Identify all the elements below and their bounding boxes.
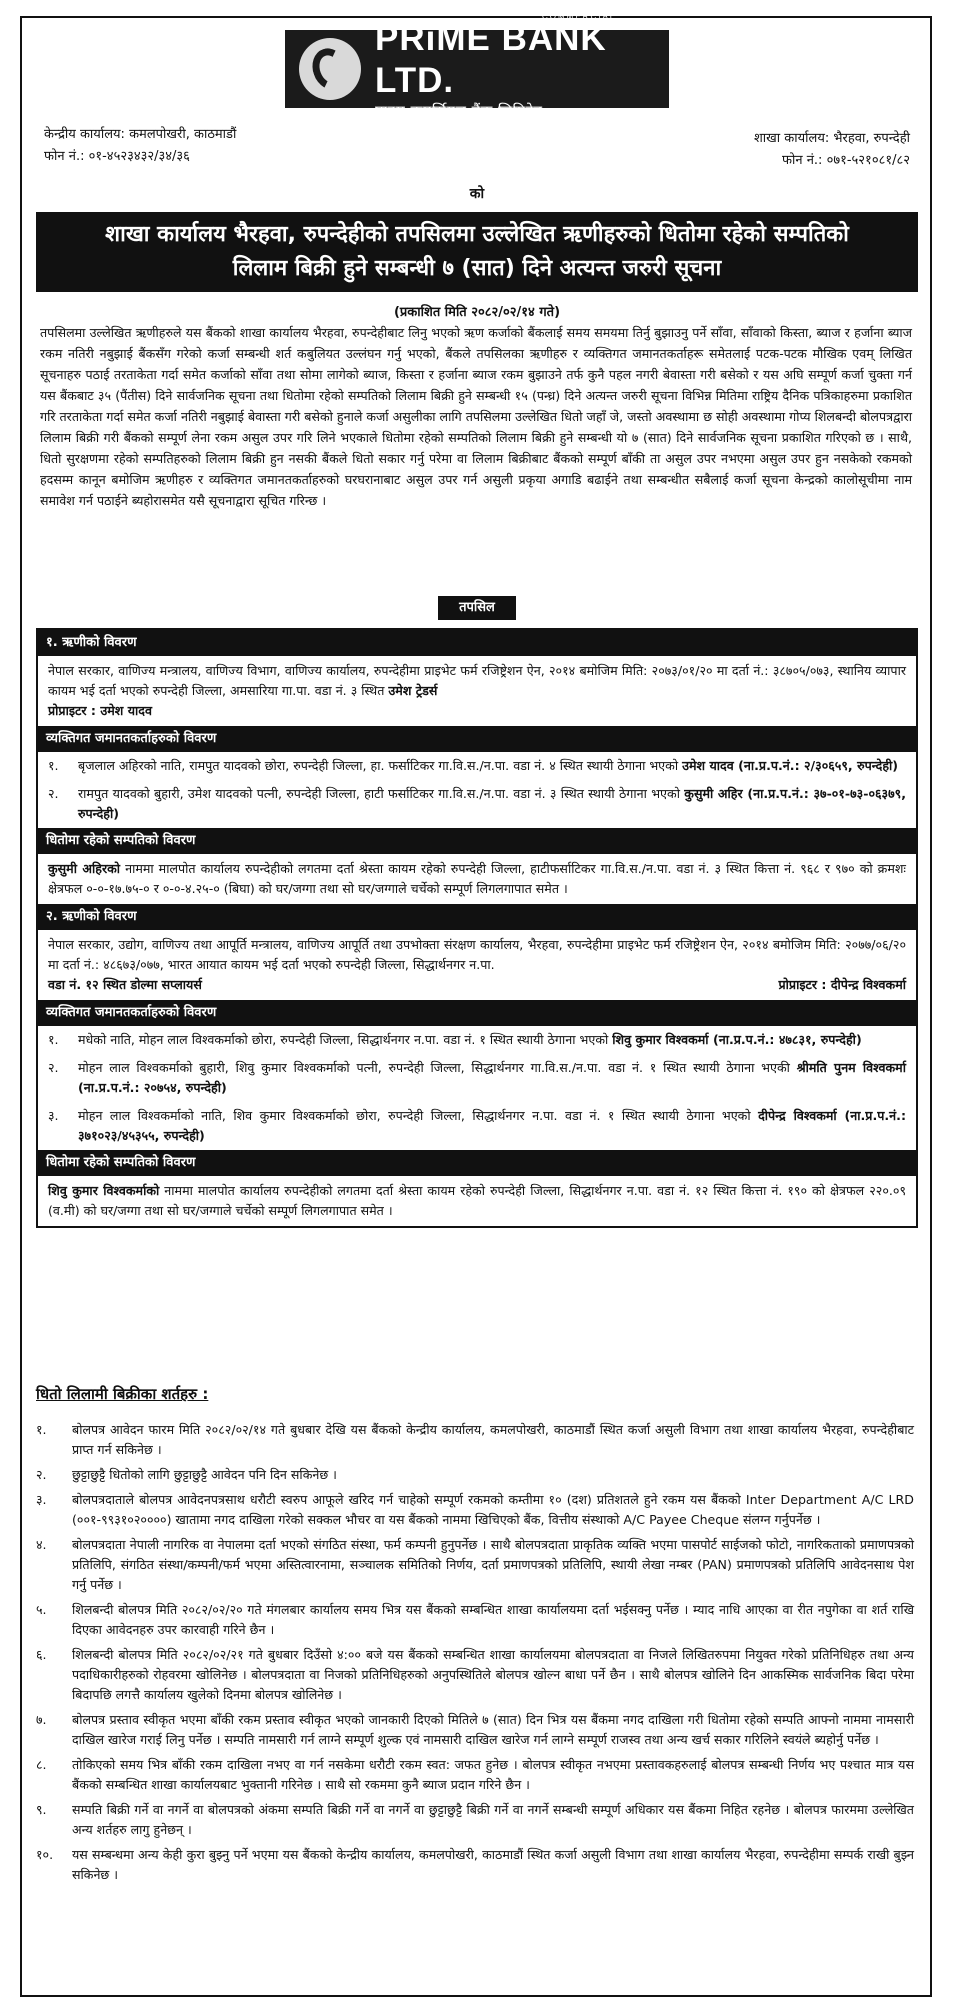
guarantor-row: ३. मोहन लाल विश्वकर्माको नाति, शिव कुमार विश्वकर्माको छोरा, रुपन्देही जिल्ला, सिद्धार्थनगर न.पा. वडा नं. १ स्थित स्थायी ठेगाना भएको दीपेन्द्र विश्वकर्मा (ना.प्र.प.नं.: ३७१०२३/४५३५५, रुपन्देही) [48, 1108, 906, 1143]
terms-list [36, 1420, 914, 1890]
schedule-table [36, 628, 918, 1228]
branch-office-block [754, 128, 910, 172]
term-item: ६. शिलबन्दी बोलपत्र मिति २०८२/०२/२१ गते बुधबार दिउँसो ४:०० बजे यस बैंकको सम्बन्धित शाखा कार्यालयमा बोलपत्रदाता वा निजले लिखितरुपमा नियुक्त गरेको प्रतिनिधिहरु तथा अन्य पदाधिकारीहरुको रोहवरमा खोलिनेछ । बोलपत्रदाता वा निजको प्रतिनिधिहरुको अनुपस्थितिले बोलपत्र खोल्न बाधा पर्ने छैन । साथै बोलपत्र खोलिने दिन आकस्मिक सार्वजनिक बिदा परेमा बिदापछि लगत्तै कार्यालय खुलेको दिनमा बोलपत्र खोलिनेछ । [36, 1647, 914, 1702]
bank-name-en: PRiME BANK LTD. COMMERCIAL [375, 12, 617, 100]
branch-office-phone: फोन नं.: ०७१-५२१०८१/८२ [781, 153, 910, 168]
term-item: ९. सम्पति बिक्री गर्ने वा नगर्ने वा बोलपत्रको अंकमा सम्पति बिक्री गर्ने वा नगर्ने वा छुट्टाछुट्टै बिक्री गर्ने वा नगर्ने सम्बन्धी सम्पूर्ण अधिकार यस बैंकमा निहित रहनेछ । बोलपत्र फारममा उल्लेखित अन्य शर्तहरु लागु हुनेछन् । [36, 1802, 914, 1837]
terms-title: धितो लिलामी बिक्रीका शर्तहरु : [36, 1385, 209, 1403]
borrower2-detail: नेपाल सरकार, उद्योग, वाणिज्य तथा आपूर्ति मन्त्रालय, वाणिज्य आपूर्ति तथा उपभोक्ता संरक्षण कार्यालय, भैरहवा, रुपन्देहीमा प्राइभेट फर्म रजिष्ट्रेशन ऐन, २०१४ बमोजिम मिति: २०७७/०६/२० मा दर्ता नं.: ४८६७३/०७७, भारत आयात कायम भई दर्ता भएको रुपन्देही जिल्ला, सिद्धार्थनगर न.पा. वडा नं. १२ स्थित डोल्मा सप्लायर्स प्रोप्राइटर : दीपेन्द्र विश्वकर्मा [38, 930, 916, 1000]
central-office-phone: फोन नं.: ०१-४५२३४३२/३४/३६ [44, 149, 190, 164]
guarantor-row: २. मोहन लाल विश्वकर्माको बुहारी, शिवु कुमार विश्वकर्माको पत्नी, रुपन्देही जिल्ला, सिद्धार्थनगर गा.वि.स./न.पा. वडा नं. १ स्थित स्थायी ठेगाना भएकी श्रीमति पुनम विश्वकर्मा (ना.प्र.प.नं.: २०७५४, रुपन्देही) [48, 1060, 906, 1095]
central-office-address: केन्द्रीय कार्यालय: कमलपोखरी, काठमाडौं [44, 127, 237, 142]
central-office-block [44, 124, 236, 168]
bank-logo [285, 12, 669, 120]
bank-emblem-icon [299, 38, 361, 100]
borrower2-collateral-heading: धितोमा रहेको सम्पतिको विवरण [38, 1150, 916, 1176]
term-item: २. छुट्टाछुट्टै धितोको लागि छुट्टाछुट्टै आवेदन पनि दिन सकिनेछ । [36, 1467, 337, 1482]
ko-label: को [469, 186, 485, 202]
borrower2-heading: २. ऋणीको विवरण [38, 904, 916, 930]
borrower2-proprietor: प्रोप्राइटर : दीपेन्द्र विश्वकर्मा [778, 977, 906, 992]
notice-title [36, 212, 918, 292]
term-item: १. बोलपत्र आवेदन फारम मिति २०८२/०२/१४ गते बुधबार देखि यस बैंकको केन्द्रीय कार्यालय, कमलपोखरी, काठमाडौं स्थित कर्जा असुली विभाग तथा शाखा कार्यालय भैरहवा, रुपन्देहीबाट प्राप्त गर्न सकिनेछ । [36, 1422, 914, 1457]
bank-commercial-label: COMMERCIAL [542, 12, 617, 21]
borrower2-firm: वडा नं. १२ स्थित डोल्मा सप्लायर्स [48, 977, 202, 992]
borrower1-firm: उमेश ट्रेडर्स [388, 683, 438, 698]
borrower1-proprietor: प्रोप्राइटर : उमेश यादव [48, 703, 152, 718]
term-item: ७. बोलपत्र प्रस्ताव स्वीकृत भएमा बाँकी रकम प्रस्ताव स्वीकृत भएको जानकारी दिएको मितिले ७ (सात) दिन भित्र यस बैंकमा नगद दाखिला गरी धितोमा रहेको सम्पति आफ्नो नाममा नामसारी दाखिल खारेज गराई लिनु पर्नेछ । सम्पति नामसारी गर्न लाग्ने सम्पूर्ण शुल्क एवं नामसारी दाखिल खारेज गर्न लाग्ने सम्पूर्ण राजस्व तथा अन्य खर्च सकार गरिलिने स्वयंले ब्यहोर्नु पर्नेछ । [36, 1712, 914, 1747]
bank-name-np: प्राइम कमर्सियल बैंक लिमिटेड [375, 102, 543, 120]
guarantor-row: १. बृजलाल अहिरको नाति, रामपुत यादवको छोरा, रुपन्देही जिल्ला, हा. फर्साटिकर गा.वि.स./न.पा. वडा नं. ४ स्थित स्थायी ठेगाना भएको उमेश यादव (ना.प्र.प.नं.: २/३०६५९, रुपन्देही) [48, 758, 899, 773]
borrower1-detail: नेपाल सरकार, वाणिज्य मन्त्रालय, वाणिज्य विभाग, वाणिज्य कार्यालय, रुपन्देहीमा प्राइभेट फर्म रजिष्ट्रेशन ऐन, २०१४ बमोजिम मिति: २०७३/०१/२० मा दर्ता नं.: ३८७०५/०७३, स्थानिय व्यापार कायम भई दर्ता भएको रुपन्देही जिल्ला, अमसारिया गा.पा. वडा नं. ३ स्थित उमेश ट्रेडर्स प्रोप्राइटर : उमेश यादव [48, 663, 906, 718]
tapsil-label: तपसिल [438, 596, 516, 620]
notice-title-line2: लिलाम बिक्री हुने सम्बन्धी ७ (सात) दिने अत्यन्त जरुरी सूचना [232, 256, 722, 281]
term-item: १०. यस सम्बन्धमा अन्य केही कुरा बुझ्नु पर्ने भएमा यस बैंकको केन्द्रीय कार्यालय, कमलपोखरी, काठमाडौं स्थित कर्जा असुली विभाग तथा शाखा कार्यालय भैरहवा, रुपन्देहीमा सम्पर्क राखी बुझ्न सकिनेछ । [36, 1847, 914, 1882]
borrower1-collateral: कुसुमी अहिरको नाममा मालपोत कार्यालय रुपन्देहीको लगतमा दर्ता श्रेस्ता कायम रहेको रुपन्देही जिल्ला, हाटीफर्साटिकर गा.वि.स./न.पा. वडा नं. ३ स्थित कित्ता नं. ९६८ र ९७० को क्रमशः क्षेत्रफल ०-०-१७.७५-० र ०-०-४.२५-० (बिघा) को घर/जग्गा तथा सो घर/जग्गाले चर्चेको सम्पूर्ण लिगलगापात समेत । [48, 861, 906, 896]
borrower1-collateral-heading: धितोमा रहेको सम्पतिको विवरण [38, 828, 916, 854]
term-item: ४. बोलपत्रदाता नेपाली नागरिक वा नेपालमा दर्ता भएको संगठित संस्था, फर्म कम्पनी हुनुपर्नेछ । साथै बोलपत्रदाता प्राकृतिक व्यक्ति भएमा पासपोर्ट साईजको फोटो, नागरिकताको प्रमाणपत्रको प्रतिलिपि, संगठित संस्था/कम्पनी/फर्म भएमा अस्तित्वारनामा, सञ्चालक समितिको निर्णय, दर्ता प्रमाणपत्रको प्रतिलिपि, स्थायी लेखा नम्बर (PAN) प्रमाणपत्रको प्रतिलिपि आवेदनसाथ पेश गर्नु पर्नेछ । [36, 1537, 914, 1592]
term-item: ५. शिलबन्दी बोलपत्र मिति २०८२/०२/२० गते मंगलबार कार्यालय समय भित्र यस बैंकको सम्बन्धित शाखा कार्यालयमा दर्ता भईसक्नु पर्नेछ । म्याद नाधि आएका वा रीत नपुगेका वा शर्त राखि दिएका आवेदनहरु उपर कारवाही गरिने छैन । [36, 1602, 914, 1637]
borrower1-guarantor-heading: व्यक्तिगत जमानतकर्ताहरुको विवरण [38, 726, 916, 752]
borrower2-guarantor-heading: व्यक्तिगत जमानतकर्ताहरुको विवरण [38, 1000, 916, 1026]
intro-paragraph: तपसिलमा उल्लेखित ऋणीहरुले यस बैंकको शाखा कार्यालय भैरहवा, रुपन्देहीबाट लिनु भएको ऋण कर्जाको बैंकलाई समय समयमा तिर्नु बुझाउनु पर्ने साँवा, साँवाको किस्ता, ब्याज र हर्जाना ब्याज रकम नतिरी नबुझाई बैंकसँग गरेको कर्जा सम्बन्धी शर्त कबुलियत उल्लंघन गर्नु भएको, बैंकले तपसिलका ऋणीहरु र व्यक्तिगत जमानतकर्ताहरू समेतलाई पटक-पटक मौखिक एवम् लिखित सूचनाहरु पठाई तरताकेता गर्दा समेत कर्जाको साँवा तथा सोमा लागेको ब्याज, किस्ता र हर्जाना ब्याज रकम बुझाउने तर्फ कुनै पहल नगरी बेवास्ता गरी बसेको र यस अघि सम्पूर्ण कर्जा चुक्ता गर्न यस बैंकबाट ३५ (पैंतीस) दिने सार्वजनिक सूचना तथा धितोमा रहेको सम्पतिको लिलाम बिक्री हुने सम्बन्धी १५ (पन्ध्र) दिने अत्यन्त जरुरी सूचना विभिन्न मितिमा राष्ट्रिय दैनिक पत्रिकाहरुमा प्रकाशित गरि तरताकेता गर्दा समेत कर्जा नतिरी नबुझाई बेवास्ता गरी बसेको हुनाले कर्जा असुलीका लागि तपसिलमा उल्लेखित धितो जहाँ जे, जस्तो अवस्थामा छ सोही अवस्थामा गोप्य शिलबन्दी बोलपत्रद्वारा लिलाम बिक्री गरी बैंकको सम्पूर्ण लेना रकम असुल उपर गरि लिने भएकाले धितोमा रहेको सम्पतिको लिलाम बिक्री हुने सम्बन्धी यो ७ (सात) दिने सार्वजनिक सूचना प्रकाशित गरिएको छ । साथै, धितो सुरक्षणमा रहेको सम्पतिहरुको लिलाम बिक्री हुन नसकी बैंकले धितो सकार गर्नु परेमा वा लिलाम बिक्रीबाट बैंकको सम्पूर्ण बाँकी ता असुल उपर नभएमा असुल उपर हुन नसकेको रकमको हदसम्म कानून बमोजिम ऋणीहरु र व्यक्तिगत जमानतकर्ताहरुको घरघरानाबाट असुल उपर गर्न असुली प्रकृया अगाडि बढाईने तथा सम्बन्धीत सबैलाई कर्जा सूचना केन्द्रको कालोसूचीमा नाम समावेश गर्न पठाईने ब्यहोरासमेत यसै सूचनाद्वारा सूचित गरिन्छ । [40, 325, 912, 508]
guarantor-row: १. मधेको नाति, मोहन लाल विश्वकर्माको छोरा, रुपन्देही जिल्ला, सिद्धार्थनगर न.पा. वडा नं. १ स्थित स्थायी ठेगाना भएको शिवु कुमार विश्वकर्मा (ना.प्र.प.नं.: ४७८३१, रुपन्देही) [48, 1032, 862, 1047]
guarantor-row: २. रामपुत यादवको बुहारी, उमेश यादवको पत्नी, रुपन्देही जिल्ला, हाटी फर्साटिकर गा.वि.स./न.पा. वडा नं. ३ स्थित स्थायी ठेगाना भएको कुसुमी अहिर (ना.प्र.प.नं.: ३७-०१-७३-०६३७९, रुपन्देही) [48, 786, 906, 821]
notice-title-line1: शाखा कार्यालय भैरहवा, रुपन्देहीको तपसिलमा उल्लेखित ऋणीहरुको धितोमा रहेको सम्पतिको [105, 222, 849, 247]
borrower1-heading: १. ऋणीको विवरण [38, 630, 916, 656]
term-item: ८. तोकिएको समय भित्र बाँकी रकम दाखिला नभए वा गर्न नसकेमा धरौटी रकम स्वत: जफत हुनेछ । बोलपत्र स्वीकृत नभएमा प्रस्तावकहरुलाई बोलपत्र सम्बन्धी निर्णय भए पश्चात मात्र यस बैंकको सम्बन्धित शाखा कार्यालयबाट भुक्तानी गरिनेछ । साथै सो रकममा कुनै ब्याज प्रदान गरिने छैन । [36, 1757, 914, 1792]
term-item: ३. बोलपत्रदाताले बोलपत्र आवेदनपत्रसाथ धरौटी स्वरुप आफूले खरिद गर्न चाहेको सम्पूर्ण रकमको कम्तीमा १० (दश) प्रतिशतले हुने रकम यस बैंकको Inter Department A/C LRD (००१-९९३१०२००००) खातामा नगद दाखिला गरेको सक्कल भौचर वा यस बैंकको नाममा खिचिएको बैंक, वित्तीय संस्थाको A/C Payee Cheque संलग्न गर्नुपर्नेछ । [36, 1492, 914, 1527]
borrower2-collateral: शिवु कुमार विश्वकर्माको नाममा मालपोत कार्यालय रुपन्देहीको लगतमा दर्ता श्रेस्ता कायम रहेको रुपन्देही जिल्ला, सिद्धार्थनगर न.पा. वडा नं. १२ स्थित कित्ता नं. १९० को क्षेत्रफल २२०.०९ (व.मी) को घर/जग्गा तथा सो घर/जग्गाले चर्चेको सम्पूर्ण लिगलगापात समेत । [48, 1183, 906, 1218]
branch-office-address: शाखा कार्यालय: भैरहवा, रुपन्देही [753, 131, 910, 146]
publish-date: (प्रकाशित मिति २०८२/०२/१४ गते) [393, 305, 561, 320]
